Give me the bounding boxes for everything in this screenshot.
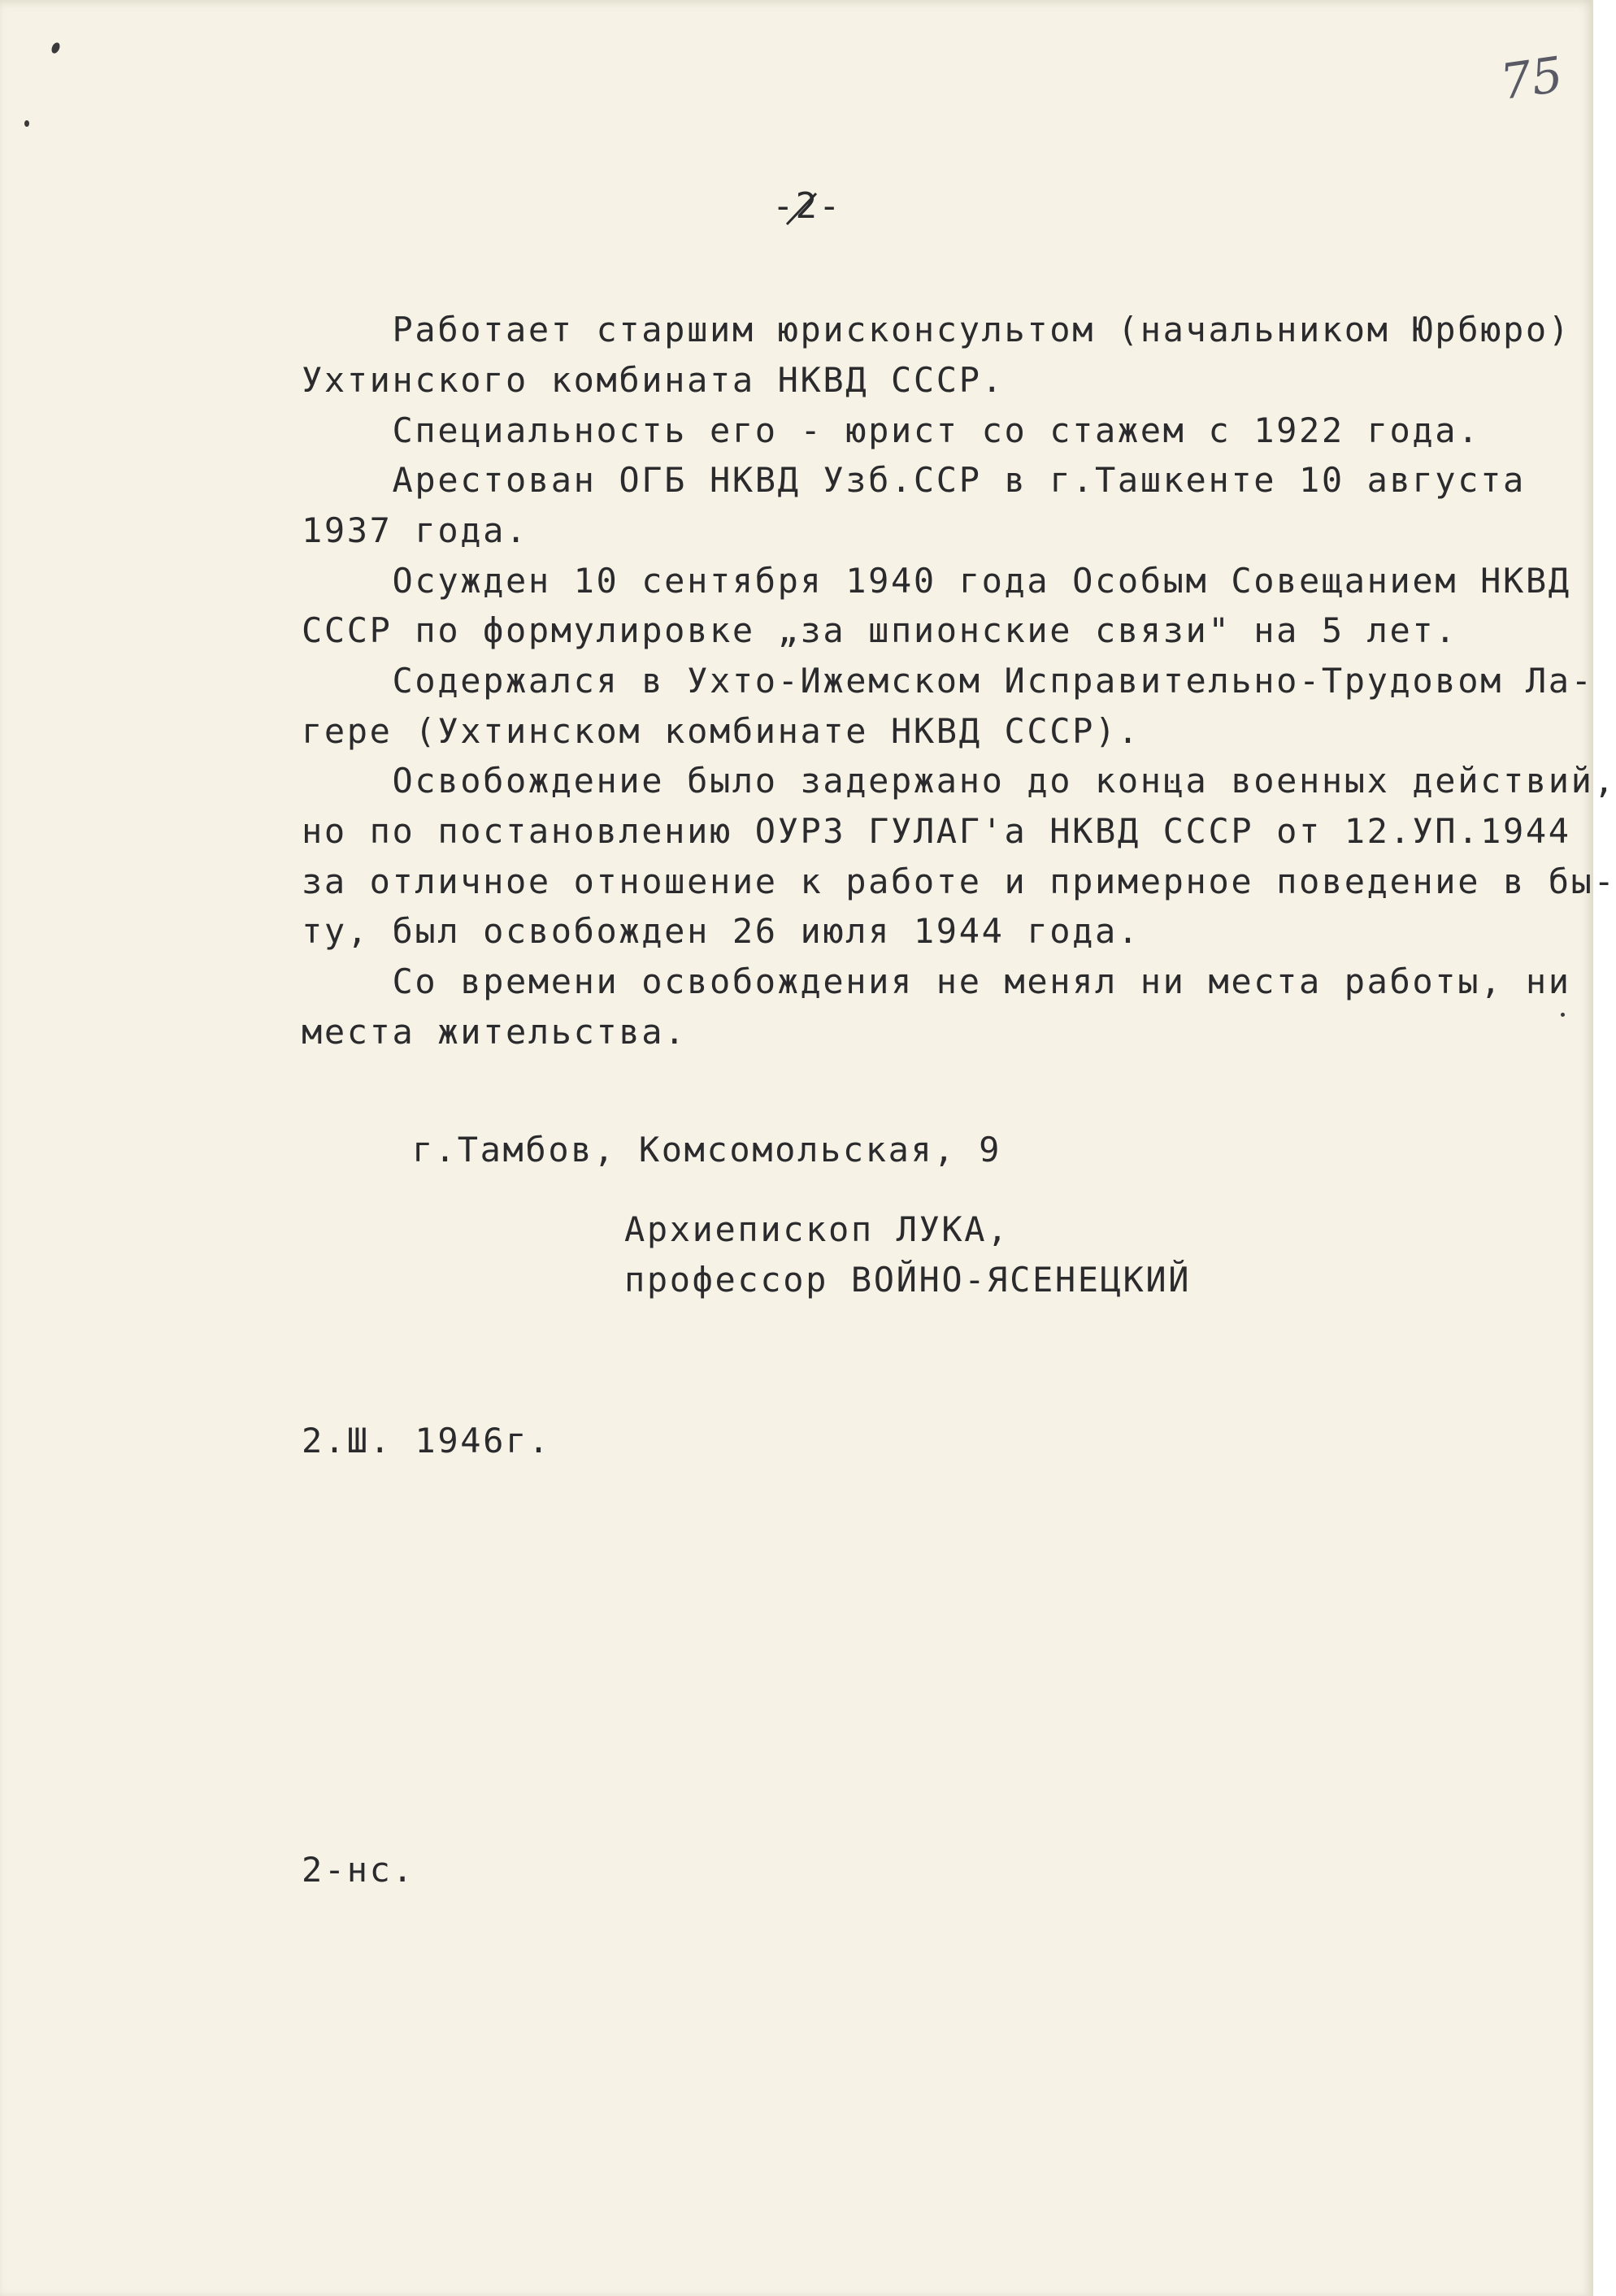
body-line: за отличное отношение к работе и примерное поведение в бы- (302, 862, 1616, 901)
body-line: гере (Ухтинском комбинате НКВД СССР). (302, 711, 1140, 751)
page-number (772, 185, 841, 227)
body-line: 1937 года. (302, 510, 528, 550)
body-line: Работает старшим юрисконсультом (начальником Юрбюро) (302, 310, 1571, 349)
body-line: СССР по формулировке „за шпионские связи" на 5 лет. (302, 610, 1458, 650)
body-line: Осужден 10 сентября 1940 года Особым Совещанием НКВД (302, 561, 1571, 601)
address-line: г.Тамбов, Комсомольская, 9 (412, 1130, 1002, 1170)
folio-number: 75 (1497, 46, 1566, 111)
body-line: Со времени освобождения не менял ни места работы, ни (302, 961, 1571, 1001)
body-line: Ухтинского комбината НКВД СССР. (302, 360, 1005, 400)
ink-speck (50, 41, 61, 54)
body-line: Содержался в Ухто-Ижемском Исправительно-Трудовом Ла- (302, 661, 1594, 701)
body-line: Специальность его - юрист со стажем с 1922 года. (302, 410, 1481, 450)
signature-name: профессор ВОЙНО-ЯСЕНЕЦКИЙ (624, 1260, 1192, 1300)
body-line: но по постановлению ОУРЗ ГУЛАГ'а НКВД СССР от 12.УП.1944 (302, 811, 1571, 851)
page-number-text: -2- (772, 185, 842, 227)
ink-speck (1561, 1013, 1565, 1017)
copies-note: 2-нс. (302, 1850, 415, 1890)
document-date: 2.Ш. 1946г. (302, 1421, 551, 1460)
body-line: Освобождение было задержано до конца военных действий, (302, 761, 1616, 801)
body-line: Арестован ОГБ НКВД Узб.ССР в г.Ташкенте 10 августа (302, 460, 1526, 500)
body-line: ту, был освобожден 26 июля 1944 года. (302, 911, 1140, 951)
pen-strike-icon (784, 190, 823, 226)
ink-speck (24, 120, 29, 127)
signature-title: Архиепископ ЛУКА, (624, 1209, 1010, 1249)
body-line: места жительства. (302, 1012, 688, 1052)
